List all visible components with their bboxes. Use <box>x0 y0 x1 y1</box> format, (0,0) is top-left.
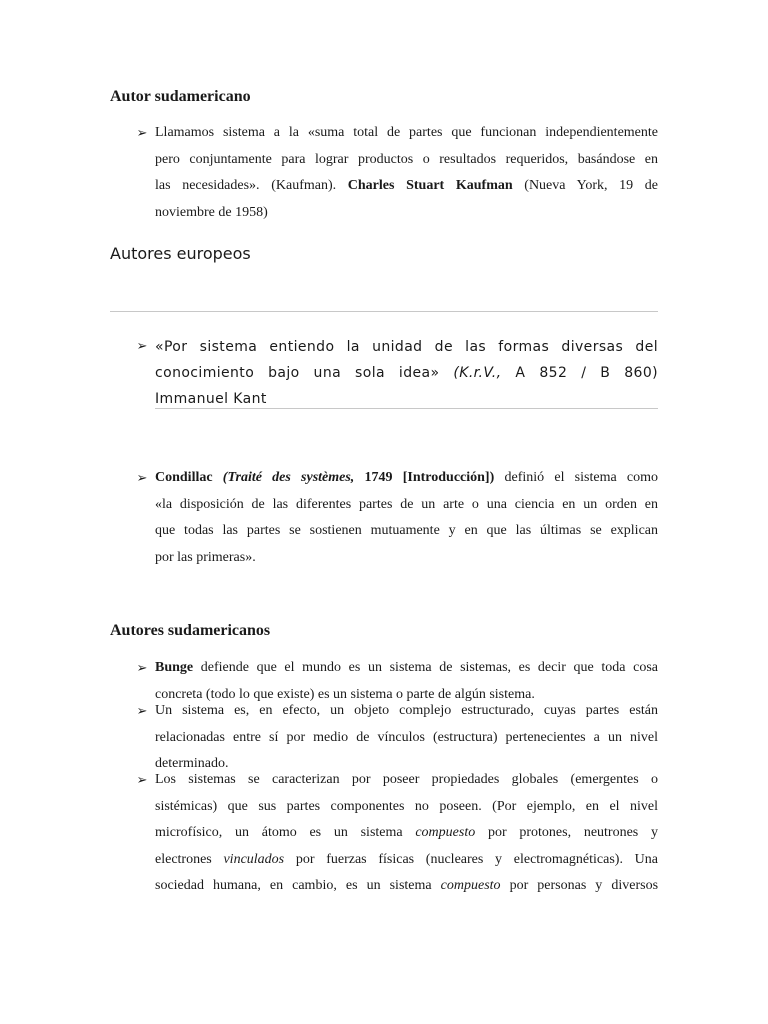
italic-text: compuesto <box>440 878 501 893</box>
divider-bottom <box>155 408 658 409</box>
paragraph-sistema-objeto <box>155 698 658 778</box>
text-run: Los sistemas se caracterizan por poseer propiedades globales (emergentes o <box>155 772 658 787</box>
text-run: pero conjuntamente para lograr productos o resultados requeridos, basándose en <box>155 151 658 167</box>
text-run: por protones, neutrones y <box>475 825 658 840</box>
text-run: Immanuel Kant <box>155 391 267 407</box>
text-run: «la disposición de las diferentes partes de un arte o una ciencia en un orden en <box>155 496 658 512</box>
text-run: «Por sistema entiendo la unidad de las formas diversas del <box>155 339 658 355</box>
text-line <box>155 655 658 682</box>
text-line <box>155 147 658 174</box>
italic-text: vinculados <box>223 851 285 867</box>
text-run: defiende que el mundo es un sistema de sistemas, es decir que toda cosa <box>193 660 658 675</box>
paragraph-condillac <box>155 465 658 571</box>
text-run: que todas las partes se sostienen mutuamente y en que las últimas se explican <box>155 523 658 538</box>
text-run: Un sistema es, en efecto, un objeto complejo estructurado, cuyas partes están <box>155 703 658 718</box>
text-run: Llamamos sistema a la «suma total de partes que funcionan independientemente <box>155 125 658 140</box>
bold-text: 1749 [Introducción]) <box>354 470 495 485</box>
bold-italic-text: (Traité des systèmes, <box>222 470 355 485</box>
paragraph-kant <box>155 334 658 412</box>
text-run: sistémicas) que sus partes componentes no poseen. (Por ejemplo, en el nivel <box>155 798 658 814</box>
text-line <box>155 873 658 900</box>
text-run: conocimiento bajo una sola idea» <box>155 365 454 381</box>
text-run: (Nueva York, 19 de <box>512 178 659 193</box>
bullet-arrow-icon: ➢ <box>136 660 148 675</box>
text-line <box>155 334 658 360</box>
italic-text: compuesto <box>415 825 476 840</box>
bold-text: Charles Stuart Kaufman <box>347 178 513 193</box>
text-run: definió el sistema como <box>494 470 658 485</box>
text-line <box>155 545 658 572</box>
text-line <box>155 360 658 386</box>
text-run: por las primeras». <box>155 549 256 565</box>
divider-top <box>110 311 658 312</box>
text-line <box>155 200 658 227</box>
bullet-arrow-icon: ➢ <box>136 703 148 718</box>
paragraph-propiedades-globales <box>155 767 658 900</box>
heading-autores-sudamericanos: Autores sudamericanos <box>110 622 271 639</box>
bullet-arrow-icon: ➢ <box>136 125 148 140</box>
bullet-arrow-icon: ➢ <box>136 339 148 354</box>
text-line <box>155 698 658 725</box>
text-line <box>155 820 658 847</box>
text-run: sociedad humana, en cambio, es un sistema <box>155 878 441 893</box>
bold-text: Bunge <box>155 660 194 675</box>
text-run: por personas y diversos <box>500 878 659 893</box>
heading-autor-sudamericano: Autor sudamericano <box>110 88 251 105</box>
text-run: por fuerzas físicas (nucleares y electromagnéticas). Una <box>284 851 659 867</box>
text-line <box>155 120 658 147</box>
text-run: microfísico, un átomo es un sistema <box>155 825 416 840</box>
text-run: determinado. <box>155 756 229 771</box>
text-line <box>155 794 658 821</box>
bold-text: Condillac <box>155 470 223 485</box>
text-line <box>155 518 658 545</box>
text-line <box>155 847 658 874</box>
paragraph-kaufman <box>155 120 658 226</box>
text-run: noviembre de 1958) <box>155 204 268 220</box>
bullet-arrow-icon: ➢ <box>136 470 148 485</box>
text-line <box>155 465 658 492</box>
text-line <box>155 767 658 794</box>
bullet-arrow-icon: ➢ <box>136 772 148 787</box>
heading-autores-europeos: Autores europeos <box>110 244 251 263</box>
text-run: concreta (todo lo que existe) es un sistema o parte de algún sistema. <box>155 686 535 702</box>
text-run: las necesidades». (Kaufman). <box>155 178 348 193</box>
text-run: A 852 / B 860) <box>501 365 658 381</box>
text-line <box>155 492 658 519</box>
italic-text: (K.r.V., <box>453 365 502 381</box>
text-line <box>155 725 658 752</box>
text-line <box>155 173 658 200</box>
text-run: relacionadas entre sí por medio de vínculos (estructura) pertenecientes a un nivel <box>155 729 658 745</box>
text-run: electrones <box>155 851 224 867</box>
